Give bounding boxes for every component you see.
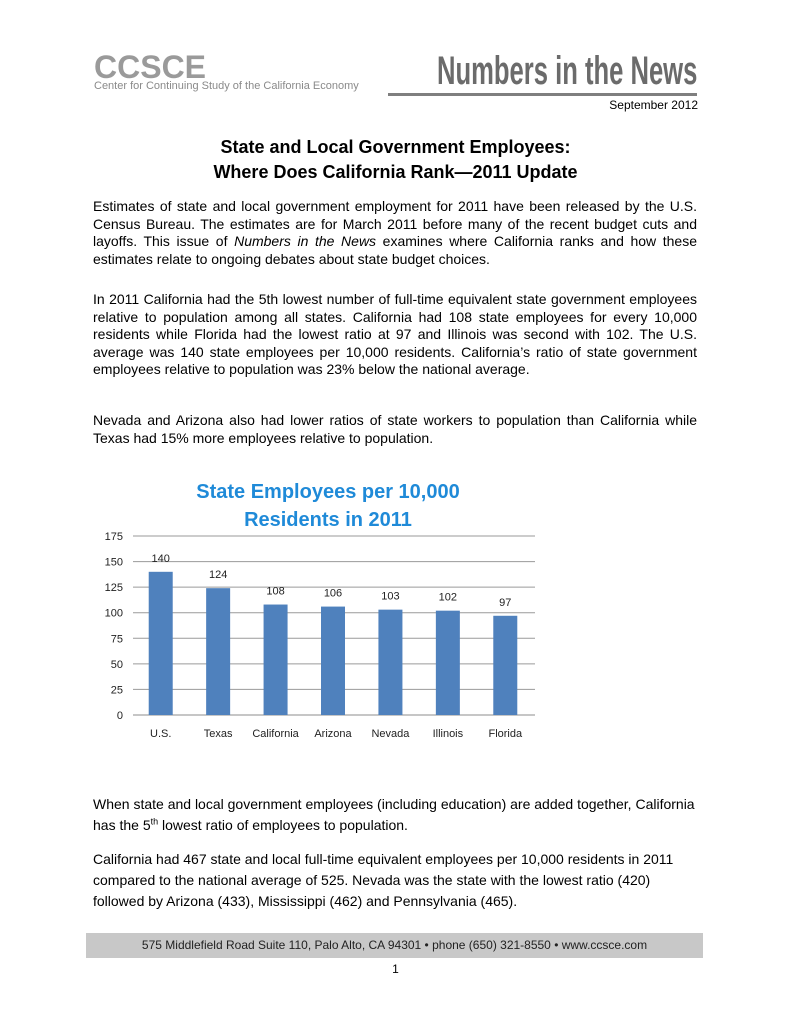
x-tick-label: Arizona [314,728,352,740]
y-tick-label: 175 [104,531,123,543]
value-label: 140 [151,552,170,565]
intro-emphasis: Numbers in the News [234,233,377,249]
chart-y-ticks [105,531,123,722]
value-label: 103 [381,590,400,603]
bar-california [264,605,288,715]
value-label: 97 [499,596,512,609]
intro-text-a: Estimates of state and local government employment for 2011 have been released by the U.S. Census Bureau. The estimates are for March 2011 before many of the recent budget cuts and layoffs. This issue of [93,198,697,249]
ordinal-suffix: th [150,816,159,827]
value-label: 102 [438,591,458,604]
y-tick-label: 100 [104,607,123,620]
state-local-text-a: When state and local government employees (including education) are added together, California has the 5 [93,796,695,833]
chart-x-ticks [150,728,523,740]
logo: CCSCE [94,49,207,85]
paragraph-state-rank: In 2011 California had the 5th lowest number of full-time equivalent state government employees relative to population among all states. California had 108 state employees for every 10,000 residents while Florida had the lowest ratio at 97 and Illinois was second with 102. The U.S. average was 140 state employees per 10,000 residents. California’s ratio of state government employees relative to population was 23% below the national average. [93,291,697,377]
paragraph-nevada-arizona: Nevada and Arizona also had lower ratios of state workers to population than California while Texas had 15% more employees relative to population. [93,412,697,446]
x-tick-label: Nevada [371,728,410,740]
header-rule [388,93,697,96]
publication-title: Numbers in the News [437,49,698,93]
x-tick-label: Illinois [432,728,464,740]
intro-text-b: examines where California ranks and how these estimates relate to ongoing debates about state budget choices. [93,233,698,267]
value-label: 108 [266,585,285,598]
bar-florida [493,616,517,715]
page-number: 1 [392,962,399,976]
y-tick-label: 125 [104,582,123,595]
publication-date: September 2012 [609,98,698,112]
chart-title-line1: State Employees per 10,000 [196,481,460,503]
paragraph-intro [93,198,697,268]
bar-chart [85,474,545,749]
org-name: Center for Continuing Study of the California Economy [94,80,359,92]
y-tick-label: 50 [110,658,123,671]
bar-texas [206,588,230,715]
value-label: 106 [323,587,343,600]
y-tick-label: 75 [110,633,123,646]
bar-nevada [378,610,402,715]
value-label: 124 [208,569,228,582]
state-local-text-b: lowest ratio of employees to population. [158,817,408,833]
x-tick-label: U.S. [150,728,172,740]
chart-title-line2: Residents in 2011 [244,509,412,531]
footer-address: 575 Middlefield Road Suite 110, Palo Alto, CA 94301 • phone (650) 321-8550 • www.ccsce.com [141,938,648,952]
x-tick-label: Florida [488,728,523,740]
y-tick-label: 0 [116,710,123,722]
bar-illinois [436,611,460,715]
paragraph-state-local [93,794,697,836]
page-title-line1: State and Local Government Employees: [220,137,571,157]
y-tick-label: 25 [110,684,123,697]
paragraph-california-467: California had 467 state and local full-time equivalent employees per 10,000 residents in 2011 compared to the national average of 525. Nevada was the state with the lowest ratio (420) followed by Arizona (433), Mississippi (462) and Pennsylvania (465). [93,851,674,909]
bar-us [149,572,173,715]
y-tick-label: 150 [104,556,123,569]
x-tick-label: California [252,728,299,740]
bar-arizona [321,607,345,715]
page-title-line2: Where Does California Rank—2011 Update [213,162,578,182]
x-tick-label: Texas [203,728,233,740]
